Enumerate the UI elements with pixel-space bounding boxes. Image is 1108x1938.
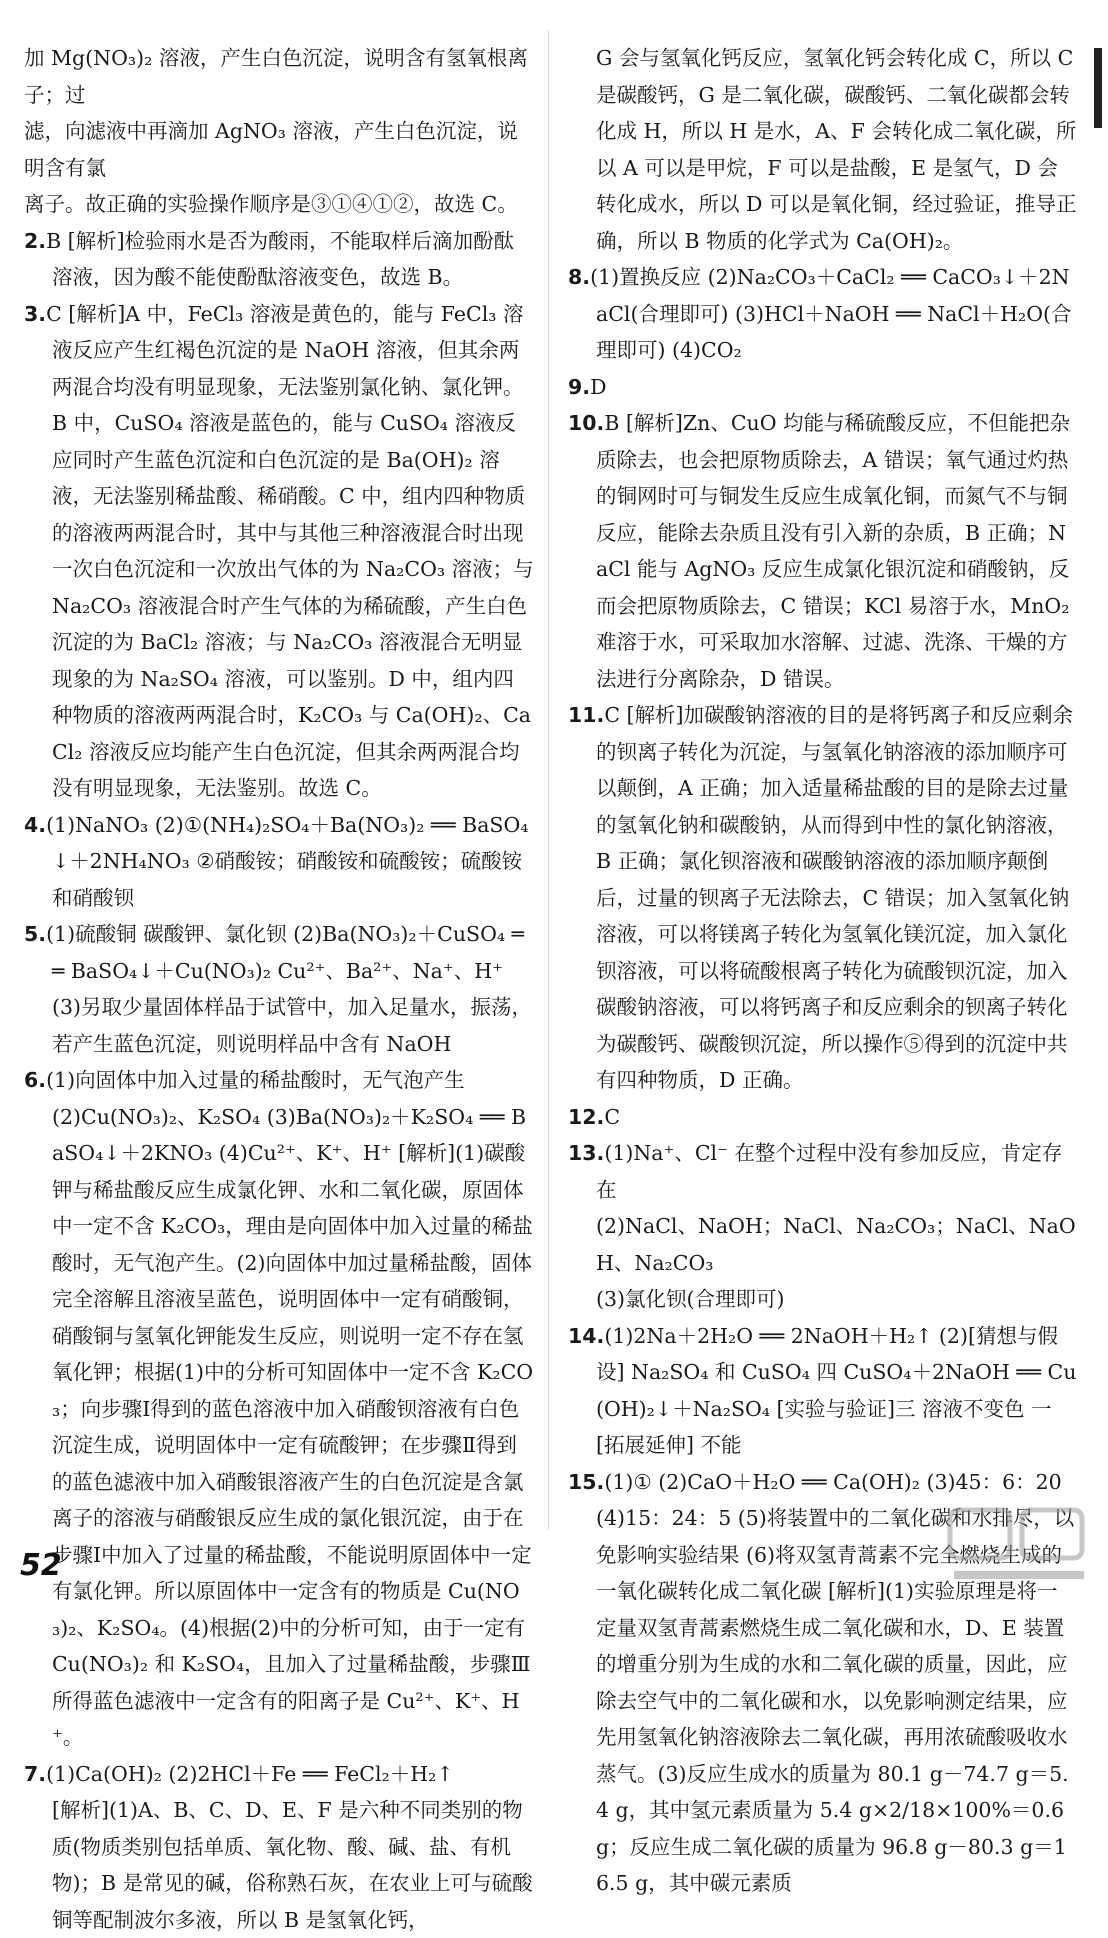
item-number: 10.	[568, 411, 605, 435]
answer-text: (4)15：24：5 (5)将装置中的二氧化碳和水排尽，以免影响实验结果 (6)将双氢青蒿素不完全燃烧生成的一氧化碳转化成二氧化碳 [解析](1)实验原理是将一定量双氢青蒿素燃烧生成二氧化碳和水，D、E 装置的增重分别为生成的水和二氧化碳的质量，因此，应除去空气中的二氧化碳和水，以免影响测定结果，应先用氢氧化钠溶液除去二氧化碳，再用浓硫酸吸收水蒸气。(3)反应生成水的质量为 80.1 g－74.7 g＝5.4 g，其中氢元素质量为 5.4 g×2/18×100%＝0.6 g；反应生成二氧化碳的质量为 96.8 g－80.3 g＝16.5 g，其中碳元素质	[596, 1506, 1075, 1895]
answer-text: 滤，向滤液中再滴加 AgNO₃ 溶液，产生白色沉淀，说明含有氯	[24, 119, 518, 180]
answer-item-15	[568, 1464, 1078, 1501]
edge-mark	[1094, 48, 1102, 128]
item-number: 11.	[568, 703, 605, 727]
watermark-logo-icon	[944, 1500, 1094, 1590]
answer-text: (1)置换反应 (2)Na₂CO₃＋CaCl₂ ══ CaCO₃↓＋2NaCl(合理即可) (3)HCl＋NaOH ══ NaCl＋H₂O(合理即可) (4)CO₂	[590, 265, 1072, 362]
item-number: 2.	[24, 228, 47, 253]
answer-text: C	[604, 1104, 621, 1129]
answer-text: (1)① (2)CaO＋H₂O ══ Ca(OH)₂ (3)45：6：20	[604, 1469, 1062, 1494]
answer-item-7	[24, 1756, 534, 1793]
answer-item-12	[568, 1099, 1078, 1136]
item-number: 12.	[568, 1104, 605, 1129]
column-divider	[548, 30, 549, 1530]
answer-item-14	[568, 1318, 1078, 1464]
answer-text: B [解析]Zn、CuO 均能与稀硫酸反应，不但能把杂质除去，也会把原物质除去，A 错误；氧气通过灼热的铜网时可与铜发生反应生成氧化铜，而氮气不与铜反应，能除去杂质且没有引入新的杂质，B 正确；NaCl 能与 AgNO₃ 反应生成氯化银沉淀和硝酸钠，反而会把原物质除去，C 错误；KCl 易溶于水，MnO₂ 难溶于水，可采取加水溶解、过滤、洗涤、干燥的方法进行分离除杂，D 错误。	[596, 411, 1071, 691]
right-column	[568, 40, 1078, 1902]
answer-text: (1)向固体中加入过量的稀盐酸时，无气泡产生	[46, 1068, 465, 1092]
answer-text: [解析](1)A、B、C、D、E、F 是六种不同类别的物质(物质类别包括单质、氧化物、酸、碱、盐、有机物)；B 是常见的碱，俗称熟石灰，在农业上可与硫酸铜等配制波尔多液，所以 B 是氢氧化钙，	[52, 1798, 533, 1932]
page-number: 52	[20, 1548, 62, 1583]
item-number: 4.	[24, 812, 47, 837]
answer-text: G 会与氢氧化钙反应，氢氧化钙会转化成 C，所以 C 是碳酸钙，G 是二氧化碳，碳酸钙、二氧化碳都会转化成 H，所以 H 是水，A、F 会转化成二氧化碳，所以 A 可以是甲烷，F 可以是盐酸，E 是氢气，D 会转化成水，所以 D 可以是氧化铜，经过验证，推导正确，所以 B 物质的化学式为 Ca(OH)₂。	[596, 46, 1077, 253]
answer-text: 离子。故正确的实验操作顺序是③①④①②，故选 C。	[24, 192, 518, 216]
answer-item-2	[24, 223, 534, 296]
answer-item-13	[568, 1135, 1078, 1208]
answer-item-9	[568, 369, 1078, 406]
answer-item-8	[568, 259, 1078, 369]
answer-text: (2)NaCl、NaOH；NaCl、Na₂CO₃；NaCl、NaOH、Na₂CO₃	[596, 1214, 1076, 1275]
item-number: 7.	[24, 1761, 47, 1786]
answer-text: (1)硫酸铜 碳酸钾、氯化钡 (2)Ba(NO₃)₂＋CuSO₄ ══ BaSO₄↓＋Cu(NO₃)₂ Cu²⁺、Ba²⁺、Na⁺、H⁺ (3)另取少量固体样品于试管中，加入足量水，振荡，若产生蓝色沉淀，则说明样品中含有 NaOH	[46, 922, 533, 1056]
answer-text: (2)Cu(NO₃)₂、K₂SO₄ (3)Ba(NO₃)₂＋K₂SO₄ ══ BaSO₄↓＋2KNO₃ (4)Cu²⁺、K⁺、H⁺ [解析](1)碳酸钾与稀盐酸反应生成氯化钾、水和二氧化碳，原固体中一定不含 K₂CO₃，理由是向固体中加入过量的稀盐酸时，无气泡产生。(2)向固体中加过量稀盐酸，固体完全溶解且溶液呈蓝色，说明固体中一定有硝酸铜，硝酸铜与氢氧化钾能发生反应，则说明一定不存在氢氧化钾；根据(1)中的分析可知固体中一定不含 K₂CO₃；向步骤Ⅰ得到的蓝色溶液中加入硝酸钡溶液有白色沉淀生成，说明固体中一定有硫酸钾；在步骤Ⅱ得到的蓝色滤液中加入硝酸银溶液产生的白色沉淀是含氯离子的溶液与硝酸银反应生成的氯化银沉淀，由于在步骤Ⅰ中加入了过量的稀盐酸，不能说明原固体中一定有氯化钾。所以原固体中一定含有的物质是 Cu(NO₃)₂、K₂SO₄。(4)根据(2)中的分析可知，由于一定有 Cu(NO₃)₂ 和 K₂SO₄，且加入了过量稀盐酸，步骤Ⅲ所得蓝色滤液中一定含有的阳离子是 Cu²⁺、K⁺、H⁺。	[52, 1104, 534, 1749]
answer-text: 加 Mg(NO₃)₂ 溶液，产生白色沉淀，说明含有氢氧根离子；过	[24, 46, 528, 107]
answer-text: (1)Ca(OH)₂ (2)2HCl＋Fe ══ FeCl₂＋H₂↑	[46, 1761, 454, 1786]
item-number: 14.	[568, 1323, 605, 1348]
answer-item-10	[568, 405, 1078, 697]
left-column	[24, 40, 534, 1938]
answer-item-5	[24, 916, 534, 1062]
item-number: 8.	[568, 265, 591, 289]
item-number: 15.	[568, 1469, 605, 1494]
answer-item-3	[24, 296, 534, 807]
answer-item-6	[24, 1062, 534, 1099]
item-number: 6.	[24, 1068, 47, 1092]
item-number: 3.	[24, 301, 47, 326]
answer-item-11	[568, 697, 1078, 1099]
answer-text: (1)NaNO₃ (2)①(NH₄)₂SO₄＋Ba(NO₃)₂ ══ BaSO₄↓＋2NH₄NO₃ ②硝酸铵；硝酸铵和硫酸铵；硫酸铵和硝酸钡	[46, 812, 529, 910]
item-number: 13.	[568, 1141, 605, 1165]
item-number: 9.	[568, 374, 591, 399]
answer-text: (1)Na⁺、Cl⁻ 在整个过程中没有参加反应，肯定存在	[596, 1141, 1063, 1202]
answer-text: C [解析]加碳酸钠溶液的目的是将钙离子和反应剩余的钡离子转化为沉淀，与氢氧化钠溶液的添加顺序可以颠倒，A 正确；加入适量稀盐酸的目的是除去过量的氢氧化钠和碳酸钠，从而得到中性的氯化钠溶液，B 正确；氯化钡溶液和碳酸钠溶液的添加顺序颠倒后，过量的钡离子无法除去，C 错误；加入氢氧化钠溶液，可以将镁离子转化为氢氧化镁沉淀，加入氯化钡溶液，可以将硫酸根离子转化为硫酸钡沉淀，加入碳酸钠溶液，可以将钙离子和反应剩余的钡离子转化为碳酸钙、碳酸钡沉淀，所以操作⑤得到的沉淀中共有四种物质，D 正确。	[596, 703, 1074, 1092]
answer-text: C [解析]A 中，FeCl₃ 溶液是黄色的，能与 FeCl₃ 溶液反应产生红褐色沉淀的是 NaOH 溶液，但其余两两混合均没有明显现象，无法鉴别氯化钠、氯化钾。B 中，CuSO₄ 溶液是蓝色的，能与 CuSO₄ 溶液反应同时产生蓝色沉淀和白色沉淀的是 Ba(OH)₂ 溶液，无法鉴别稀盐酸、稀硝酸。C 中，组内四种物质的溶液两两混合时，其中与其他三种溶液混合时出现一次白色沉淀和一次放出气体的为 Na₂CO₃ 溶液；与 Na₂CO₃ 溶液混合时产生气体的为稀硫酸，产生白色沉淀的为 BaCl₂ 溶液；与 Na₂CO₃ 溶液混合无明显现象的为 Na₂SO₄ 溶液，可以鉴别。D 中，组内四种物质的溶液两两混合时，K₂CO₃ 与 Ca(OH)₂、CaCl₂ 溶液反应均能产生白色沉淀，但其余两两混合均没有明显现象，无法鉴别。故选 C。	[46, 301, 534, 800]
answer-text: (1)2Na＋2H₂O ══ 2NaOH＋H₂↑ (2)[猜想与假设] Na₂SO₄ 和 CuSO₄ 四 CuSO₄＋2NaOH ══ Cu(OH)₂↓＋Na₂SO₄ [实验与验证]三 溶液不变色 一 [拓展延伸] 不能	[596, 1323, 1077, 1457]
answer-item-4	[24, 807, 534, 917]
answer-text: (3)氯化钡(合理即可)	[596, 1287, 785, 1311]
answer-text: B [解析]检验雨水是否为酸雨，不能取样后滴加酚酞溶液，因为酸不能使酚酞溶液变色，故选 B。	[46, 228, 515, 289]
item-number: 5.	[24, 922, 47, 946]
answer-text: D	[590, 374, 607, 399]
